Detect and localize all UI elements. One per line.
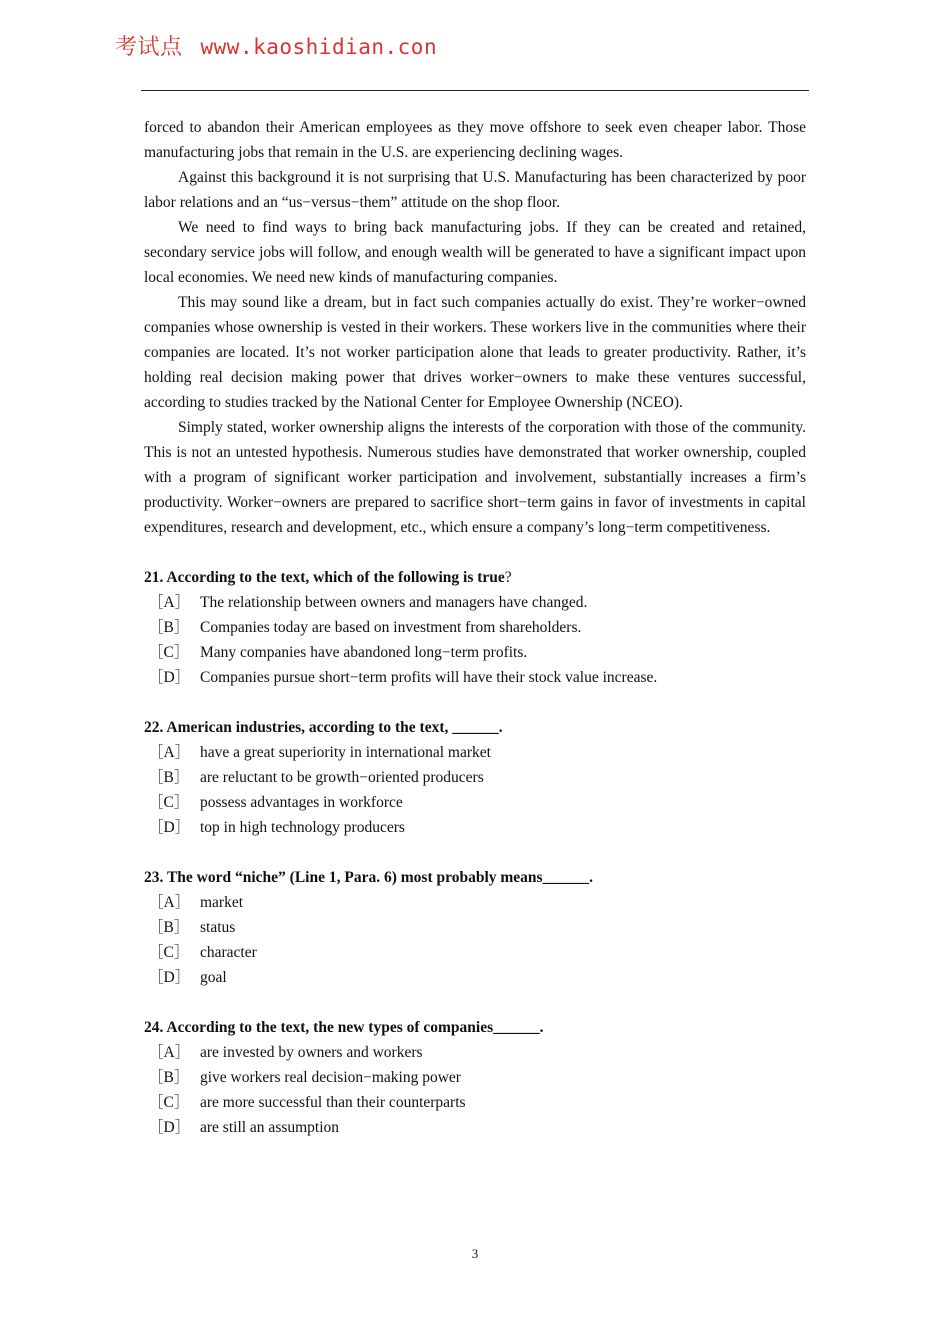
option-text: top in high technology producers <box>200 819 405 836</box>
option-label: ［A］ <box>148 594 191 611</box>
option-text: are invested by owners and workers <box>200 1044 423 1061</box>
option-d[interactable] <box>144 1115 806 1140</box>
option-b[interactable] <box>144 915 806 940</box>
reading-passage <box>144 115 806 540</box>
document-body <box>144 115 806 1140</box>
question-23 <box>144 865 806 990</box>
option-b[interactable] <box>144 1065 806 1090</box>
option-label: ［A］ <box>148 1044 191 1061</box>
option-text: possess advantages in workforce <box>200 794 403 811</box>
question-stem: 23. The word “niche” (Line 1, Para. 6) most probably means______. <box>144 869 593 886</box>
option-c[interactable] <box>144 640 806 665</box>
option-text: goal <box>200 969 227 986</box>
option-text: give workers real decision−making power <box>200 1069 461 1086</box>
passage-paragraph: forced to abandon their American employees as they move offshore to seek even cheaper labor. Those manufacturing jobs that remain in the U.S. are experiencing declining wages. <box>144 119 806 161</box>
option-a[interactable] <box>144 890 806 915</box>
question-22 <box>144 715 806 840</box>
option-d[interactable] <box>144 815 806 840</box>
page-number: 3 <box>471 1246 479 1261</box>
option-label: ［D］ <box>148 819 191 836</box>
passage-paragraph: We need to find ways to bring back manufacturing jobs. If they can be created and retained, secondary service jobs will follow, and enough wealth will be generated to have a significant impact upon local economies. We need new kinds of manufacturing companies. <box>144 219 806 286</box>
option-text: are still an assumption <box>200 1119 340 1136</box>
option-a[interactable] <box>144 740 806 765</box>
option-text: Many companies have abandoned long−term profits. <box>200 644 528 661</box>
option-text: Companies pursue short−term profits will have their stock value increase. <box>200 669 658 686</box>
option-text: character <box>200 944 257 961</box>
option-label: ［A］ <box>148 894 191 911</box>
option-text: The relationship between owners and managers have changed. <box>200 594 588 611</box>
passage-paragraph: This may sound like a dream, but in fact such companies actually do exist. They’re worker−owned companies whose ownership is vested in their workers. These workers live in the communities where their companies are located. It’s not worker participation alone that leads to greater productivity. Rather, it’s holding real decision making power that drives worker−owners to make these ventures successful, according to studies tracked by the National Center for Employee Ownership (NCEO). <box>144 294 806 411</box>
option-c[interactable] <box>144 1090 806 1115</box>
option-text: are more successful than their counterparts <box>200 1094 466 1111</box>
option-text: have a great superiority in international market <box>200 744 491 761</box>
passage-paragraph: Simply stated, worker ownership aligns the interests of the corporation with those of the community. This is not an untested hypothesis. Numerous studies have demonstrated that worker ownership, coupled with a program of significant worker participation and involvement, substantially increases a firm’s productivity. Worker−owners are prepared to sacrifice short−term gains in favor of investments in capital expenditures, research and development, etc., which ensure a company’s long−term competitiveness. <box>144 419 806 536</box>
option-text: market <box>200 894 244 911</box>
option-c[interactable] <box>144 940 806 965</box>
question-stem: 24. According to the text, the new types of companies______. <box>144 1019 544 1036</box>
option-a[interactable] <box>144 1040 806 1065</box>
option-text: status <box>200 919 236 936</box>
option-b[interactable] <box>144 765 806 790</box>
option-label: ［A］ <box>148 744 191 761</box>
header-divider <box>141 90 809 91</box>
option-c[interactable] <box>144 790 806 815</box>
option-a[interactable] <box>144 590 806 615</box>
option-label: ［B］ <box>148 919 190 936</box>
question-21 <box>144 565 806 690</box>
site-url[interactable]: www.kaoshidian.con <box>200 35 438 59</box>
option-label: ［D］ <box>148 969 191 986</box>
option-label: ［C］ <box>148 944 190 961</box>
question-24 <box>144 1015 806 1140</box>
option-label: ［C］ <box>148 794 190 811</box>
option-label: ［B］ <box>148 1069 190 1086</box>
option-b[interactable] <box>144 615 806 640</box>
option-label: ［C］ <box>148 644 190 661</box>
option-d[interactable] <box>144 965 806 990</box>
option-label: ［C］ <box>148 1094 190 1111</box>
question-stem: 22. American industries, according to the text, ______. <box>144 719 503 736</box>
option-label: ［B］ <box>148 769 190 786</box>
option-label: ［D］ <box>148 669 191 686</box>
option-d[interactable] <box>144 665 806 690</box>
brand-name: 考试点 <box>115 34 183 59</box>
page-header <box>115 30 437 61</box>
option-text: are reluctant to be growth−oriented producers <box>200 769 484 786</box>
option-text: Companies today are based on investment from shareholders. <box>200 619 582 636</box>
question-stem: 21. According to the text, which of the following is true? <box>144 569 512 586</box>
option-label: ［B］ <box>148 619 190 636</box>
option-label: ［D］ <box>148 1119 191 1136</box>
passage-paragraph: Against this background it is not surprising that U.S. Manufacturing has been characterized by poor labor relations and an “us−versus−them” attitude on the shop floor. <box>144 169 806 211</box>
